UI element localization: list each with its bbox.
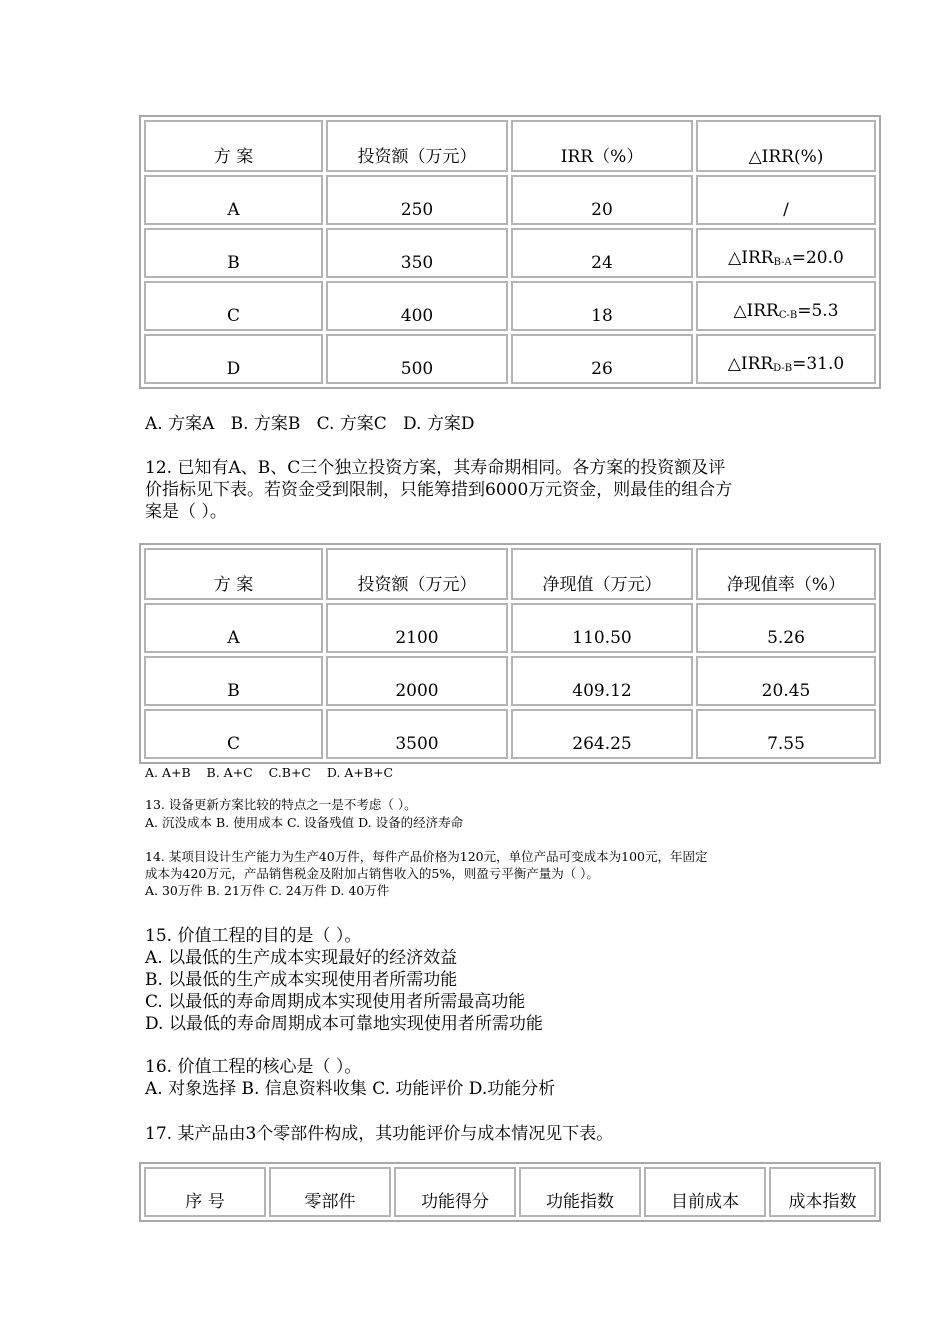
table1-cell: 250	[326, 175, 508, 225]
table2-cell: 3500	[326, 709, 508, 759]
table1-cell: 26	[511, 334, 693, 384]
q12-stem-line3: 案是（ ）。	[145, 502, 227, 522]
q16-stem: 16. 价值工程的核心是（ ）。	[145, 1057, 362, 1077]
delta-irr-subscript: D-B	[773, 363, 793, 374]
q13-options: A. 沉没成本 B. 使用成本 C. 设备残值 D. 设备的经济寿命	[145, 815, 464, 830]
table1-cell: A	[144, 175, 323, 225]
table1-cell: 400	[326, 281, 508, 331]
q14-stem-line2: 成本为420万元，产品销售税金及附加占销售收入的5%，则盈亏平衡产量为（ ）。	[145, 866, 599, 881]
npv-table	[139, 543, 881, 764]
table1-header-cell: △IRR(%)	[696, 120, 876, 172]
table2-header-cell: 净现值（万元）	[511, 548, 693, 600]
q16-options: A. 对象选择 B. 信息资料收集 C. 功能评价 D.功能分析	[145, 1079, 556, 1099]
table1-cell: 24	[511, 228, 693, 278]
table2-cell: 2000	[326, 656, 508, 706]
table2-header-cell: 方 案	[144, 548, 323, 600]
table1-cell: 18	[511, 281, 693, 331]
table2-cell: B	[144, 656, 323, 706]
table1-delta-irr-cell	[696, 334, 876, 384]
q15-stem: 15. 价值工程的目的是（ ）。	[145, 926, 362, 946]
table1-cell: 20	[511, 175, 693, 225]
table2-cell: 7.55	[696, 709, 876, 759]
table1-cell: /	[696, 175, 876, 225]
table2-cell: 2100	[326, 603, 508, 653]
q14-stem-line1: 14. 某项目设计生产能力为生产40万件，每件产品价格为120元，单位产品可变成本为100元，年固定	[145, 849, 708, 864]
delta-irr-subscript: B-A	[773, 257, 792, 268]
table3-header-cell: 零部件	[269, 1167, 391, 1217]
q11-options: A. 方案A B. 方案B C. 方案C D. 方案D	[145, 414, 475, 434]
table1-cell: 500	[326, 334, 508, 384]
table2-cell: 5.26	[696, 603, 876, 653]
table2-header-cell: 投资额（万元）	[326, 548, 508, 600]
q13-stem: 13. 设备更新方案比较的特点之一是不考虑（ ）。	[145, 797, 417, 812]
table2-cell: C	[144, 709, 323, 759]
table1-cell: B	[144, 228, 323, 278]
table2-header-cell: 净现值率（%）	[696, 548, 876, 600]
table2-cell: A	[144, 603, 323, 653]
q15-option-c: C. 以最低的寿命周期成本实现使用者所需最高功能	[145, 992, 526, 1012]
delta-irr-value: =5.3	[797, 301, 839, 321]
delta-irr-label: △IRR	[728, 248, 774, 268]
q15-option-b: B. 以最低的生产成本实现使用者所需功能	[145, 970, 458, 990]
table1-cell: D	[144, 334, 323, 384]
q12-stem-line2: 价指标见下表。若资金受到限制，只能筹措到6000万元资金，则最佳的组合方	[145, 480, 733, 500]
q15-option-a: A. 以最低的生产成本实现最好的经济效益	[145, 948, 458, 968]
delta-irr-value: =31.0	[792, 354, 845, 374]
component-table	[139, 1162, 881, 1222]
q12-options: A. A+B B. A+C C.B+C D. A+B+C	[145, 765, 394, 780]
q17-stem: 17. 某产品由3个零部件构成，其功能评价与成本情况见下表。	[145, 1124, 614, 1144]
delta-irr-label: △IRR	[733, 301, 779, 321]
table1-header-cell: IRR（%）	[511, 120, 693, 172]
table2-cell: 409.12	[511, 656, 693, 706]
delta-irr-value: =20.0	[791, 248, 844, 268]
table2-cell: 110.50	[511, 603, 693, 653]
table2-cell: 264.25	[511, 709, 693, 759]
q12-stem-line1: 12. 已知有A、B、C三个独立投资方案，其寿命期相同。各方案的投资额及评	[145, 458, 726, 478]
delta-irr-label: △IRR	[727, 354, 774, 374]
table1-cell: 350	[326, 228, 508, 278]
table3-header-cell: 功能得分	[394, 1167, 516, 1217]
q15-option-d: D. 以最低的寿命周期成本可靠地实现使用者所需功能	[145, 1014, 543, 1034]
table1-delta-irr-cell	[696, 228, 876, 278]
table3-header-cell: 功能指数	[519, 1167, 641, 1217]
table3-header-cell: 目前成本	[644, 1167, 766, 1217]
table3-header-cell: 序 号	[144, 1167, 266, 1217]
delta-irr-subscript: C-B	[778, 310, 798, 321]
table3-header-cell: 成本指数	[769, 1167, 876, 1217]
irr-table	[139, 115, 881, 389]
table1-header-cell: 投资额（万元）	[326, 120, 508, 172]
table1-delta-irr-cell	[696, 281, 876, 331]
table2-cell: 20.45	[696, 656, 876, 706]
table1-cell: C	[144, 281, 323, 331]
table1-header-cell: 方 案	[144, 120, 323, 172]
q14-options: A. 30万件 B. 21万件 C. 24万件 D. 40万件	[145, 883, 390, 898]
